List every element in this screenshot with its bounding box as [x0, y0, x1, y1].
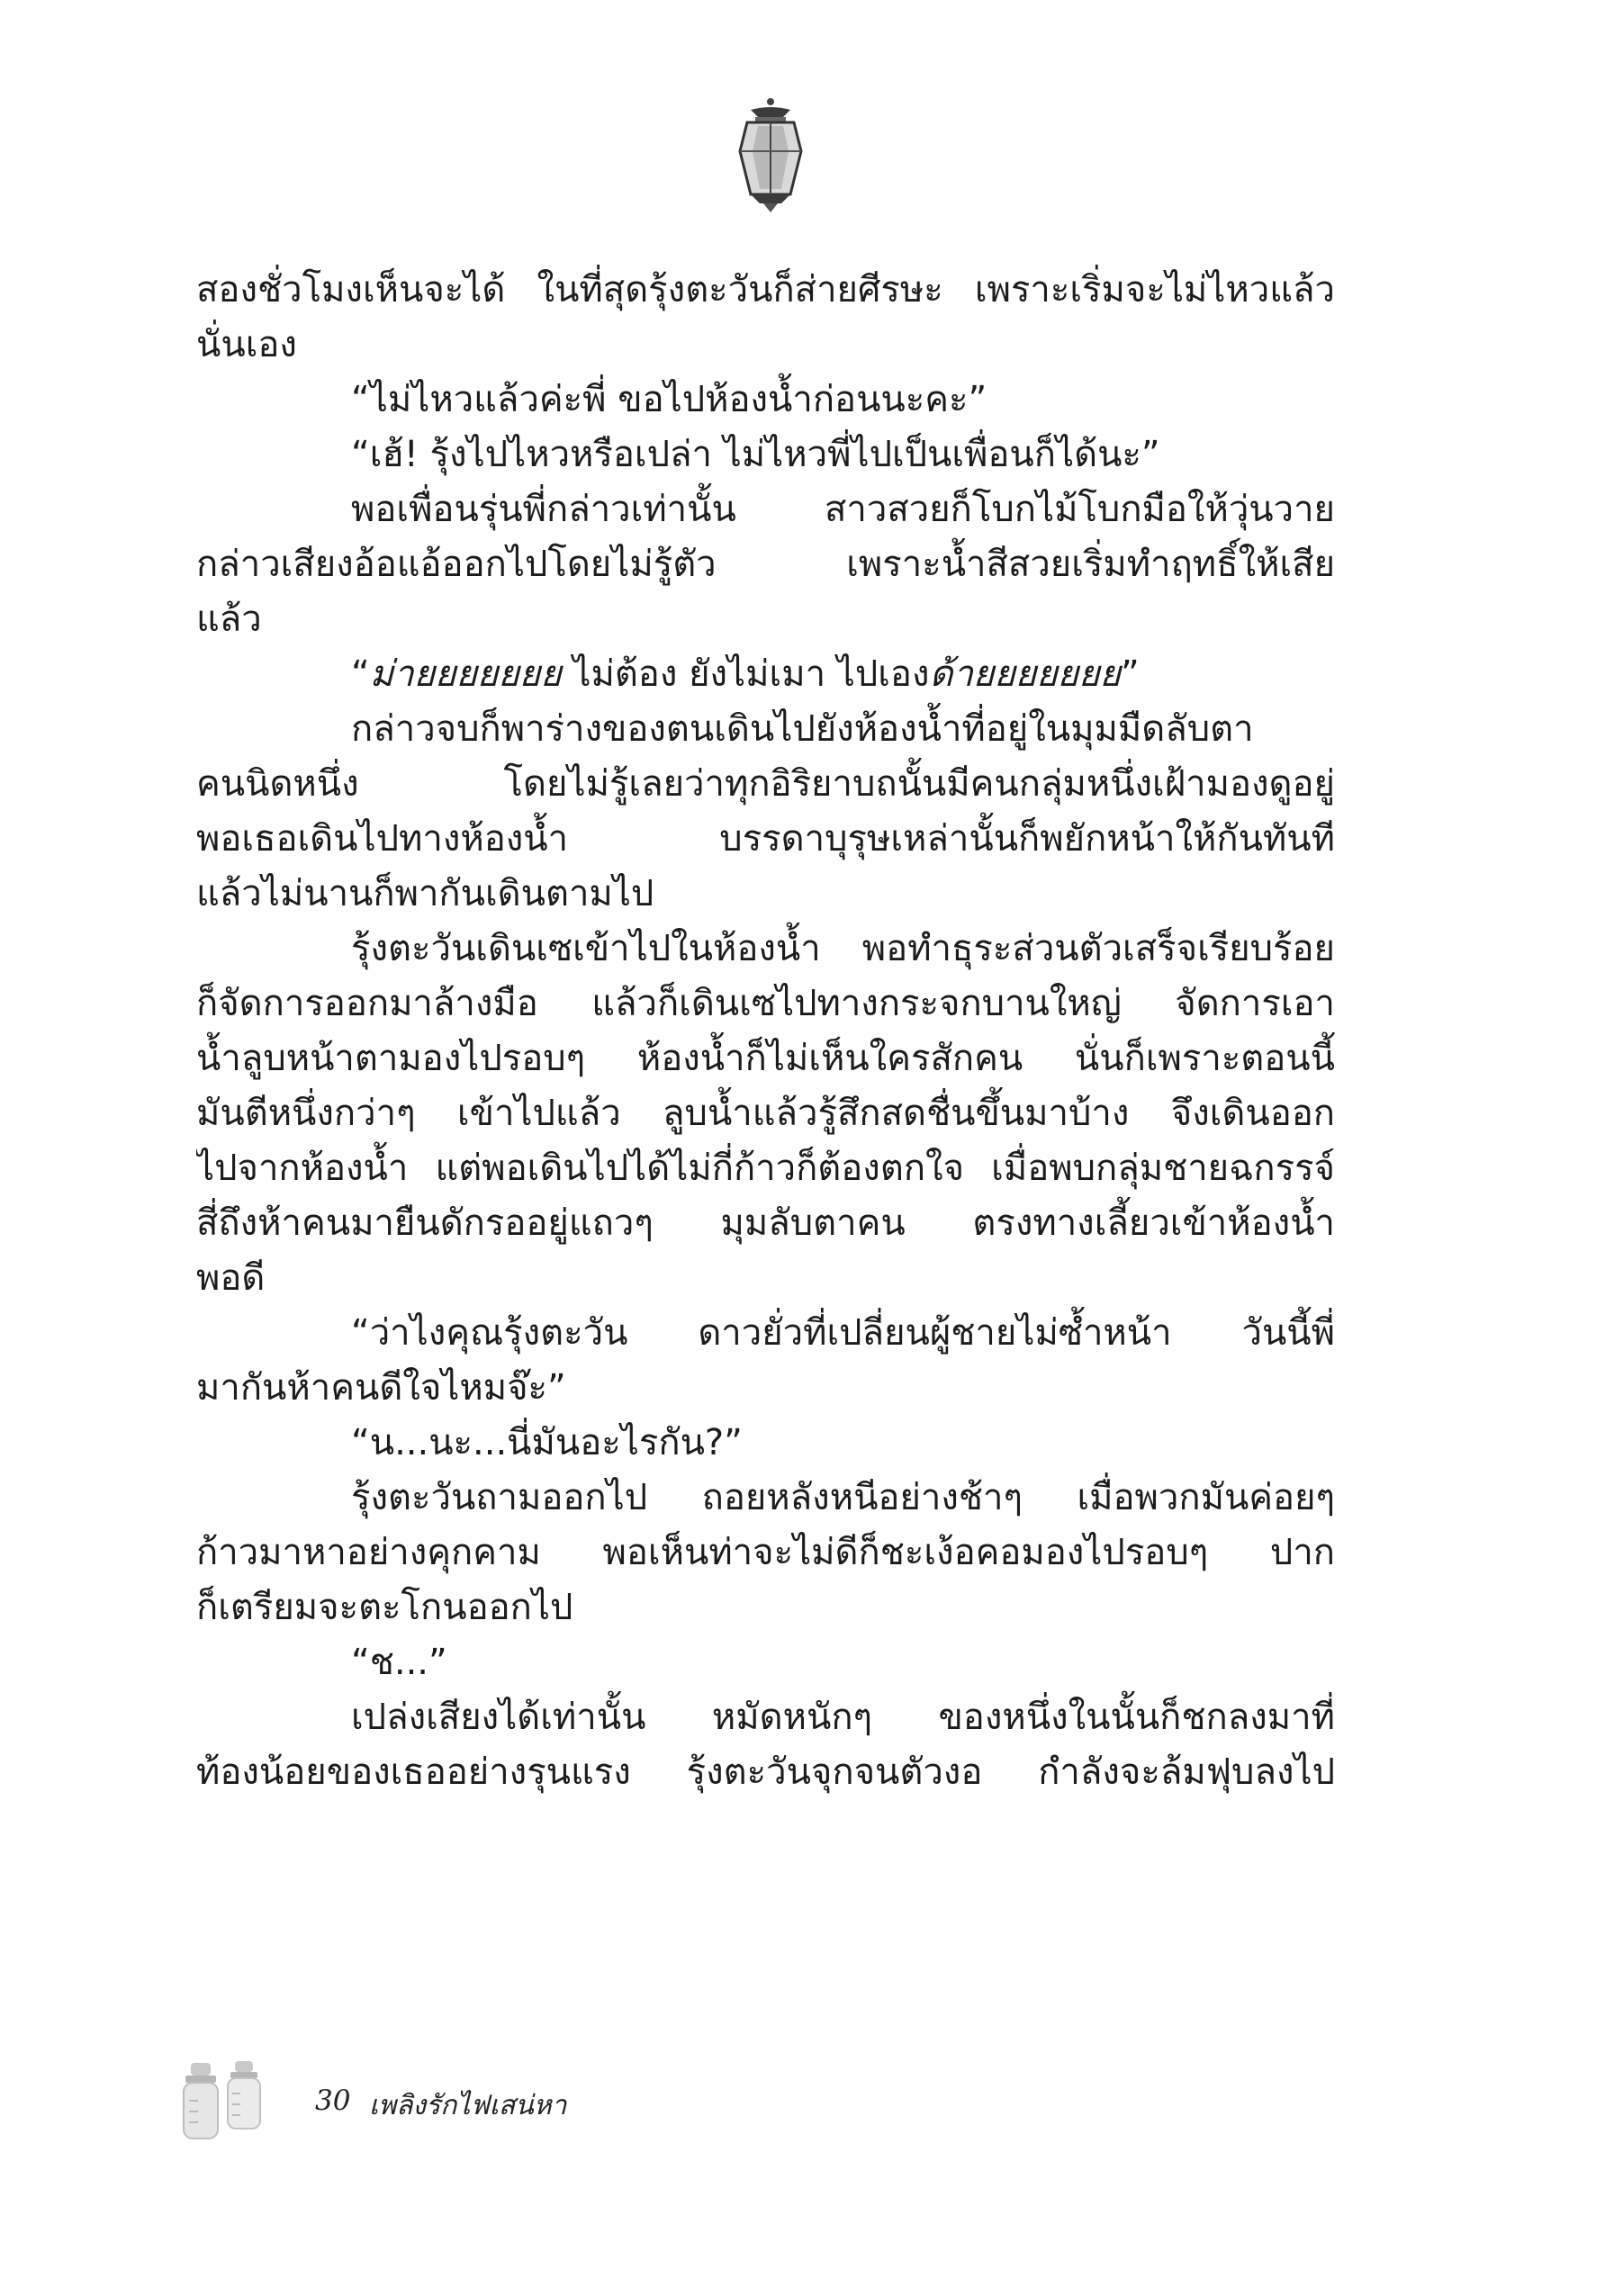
lantern-icon — [726, 97, 816, 216]
text-line: พอดี — [196, 1257, 266, 1299]
text-line-mixed — [196, 647, 1335, 702]
text-line: “ช...” — [351, 1642, 447, 1683]
text-line: สองชั่วโมงเห็นจะได้ ในที่สุดรุ้งตะวันก็ส่ายศีรษะ เพราะเริ่มจะไม่ไหวแล้ว — [196, 269, 1335, 311]
text-line: น้ำลูบหน้าตามองไปรอบๆ ห้องน้ำก็ไม่เห็นใครสักคน นั่นก็เพราะตอนนี้ — [196, 1038, 1335, 1079]
text-line: พอเพื่อนรุ่นพี่กล่าวเท่านั้น สาวสวยก็โบกไม้โบกมือให้วุ่นวาย — [351, 489, 1335, 530]
text-line: “ว่าไงคุณรุ้งตะวัน ดาวยั่วที่เปลี่ยนผู้ชายไม่ซ้ำหน้า วันนี้พี่ — [351, 1312, 1335, 1354]
text-line: นั่นเอง — [196, 324, 297, 365]
text-line: ท้องน้อยของเธออย่างรุนแรง รุ้งตะวันจุกจนตัวงอ กำลังจะล้มฟุบลงไป — [196, 1751, 1335, 1793]
text-line: “เฮ้! รุ้งไปไหวหรือเปล่า ไม่ไหวพี่ไปเป็นเพื่อนก็ได้นะ” — [351, 434, 1160, 475]
text-line: พอเธอเดินไปทางห้องน้ำ บรรดาบุรุษเหล่านั้นก็พยักหน้าให้กันทันที — [196, 818, 1335, 860]
text-line: คนนิดหนึ่ง โดยไม่รู้เลยว่าทุกอิริยาบถนั้นมีคนกลุ่มหนึ่งเฝ้ามองดูอยู่ — [196, 763, 1335, 805]
page-footer — [178, 2061, 628, 2142]
open-quote: “ — [351, 653, 370, 695]
text-line: รุ้งตะวันเดินเซเข้าไปในห้องน้ำ พอทำธุระส่วนตัวเสร็จเรียบร้อย — [351, 928, 1335, 969]
text-line: ไปจากห้องน้ำ แต่พอเดินไปได้ไม่กี่ก้าวก็ต้องตกใจ เมื่อพบกลุ่มชายฉกรรจ์ — [196, 1148, 1335, 1189]
text-line: รุ้งตะวันถามออกไป ถอยหลังหนีอย่างช้าๆ เมื่อพวกมันค่อยๆ — [351, 1477, 1335, 1518]
text-line: “ไม่ไหวแล้วค่ะพี่ ขอไปห้องน้ำก่อนนะคะ” — [351, 379, 987, 420]
text-line: มากันห้าคนดีใจไหมจ๊ะ” — [196, 1367, 566, 1409]
text-line: มันตีหนึ่งกว่าๆ เข้าไปแล้ว ลูบน้ำแล้วรู้สึกสดชื่นขึ้นมาบ้าง จึงเดินออก — [196, 1093, 1335, 1134]
text-line: กล่าวเสียงอ้อแอ้ออกไปโดยไม่รู้ตัว เพราะน้ำสีสวยเริ่มทำฤทธิ์ให้เสีย — [196, 544, 1335, 585]
italic-text: ด้ายยยยยยย — [929, 653, 1121, 695]
text-line: กล่าวจบก็พาร่างของตนเดินไปยังห้องน้ำที่อยู่ในมุมมืดลับตา — [351, 708, 1254, 750]
page-body — [196, 263, 1335, 1800]
italic-text: ม่ายยยยยยย — [369, 653, 562, 695]
text-line: ก็เตรียมจะตะโกนออกไป — [196, 1587, 573, 1628]
page-number: 30 — [315, 2084, 351, 2117]
text-line: ก็จัดการออกมาล้างมือ แล้วก็เดินเซไปทางกระจกบานใหญ่ จัดการเอา — [196, 983, 1335, 1024]
text-line: “น...นะ...นี่มันอะไรกัน?” — [351, 1422, 743, 1463]
plain-text: ไม่ต้อง ยังไม่เมา ไปเอง — [561, 653, 930, 695]
text-line: แล้วไม่นานก็พากันเดินตามไป — [196, 873, 654, 914]
text-line: เปล่งเสียงได้เท่านั้น หมัดหนักๆ ของหนึ่งในนั้นก็ชกลงมาที่ — [351, 1697, 1335, 1738]
close-quote: ” — [1120, 653, 1140, 695]
text-line: แล้ว — [196, 599, 262, 640]
book-title: เพลิงรักไฟเสน่หา — [369, 2090, 567, 2121]
text-line: สี่ถึงห้าคนมายืนดักรออยู่แถวๆ มุมลับตาคน ตรงทางเลี้ยวเข้าห้องน้ำ — [196, 1202, 1335, 1244]
baby-bottles-icon — [178, 2061, 282, 2142]
text-line: ก้าวมาหาอย่างคุกคาม พอเห็นท่าจะไม่ดีก็ชะเง้อคอมองไปรอบๆ ปาก — [196, 1532, 1335, 1573]
